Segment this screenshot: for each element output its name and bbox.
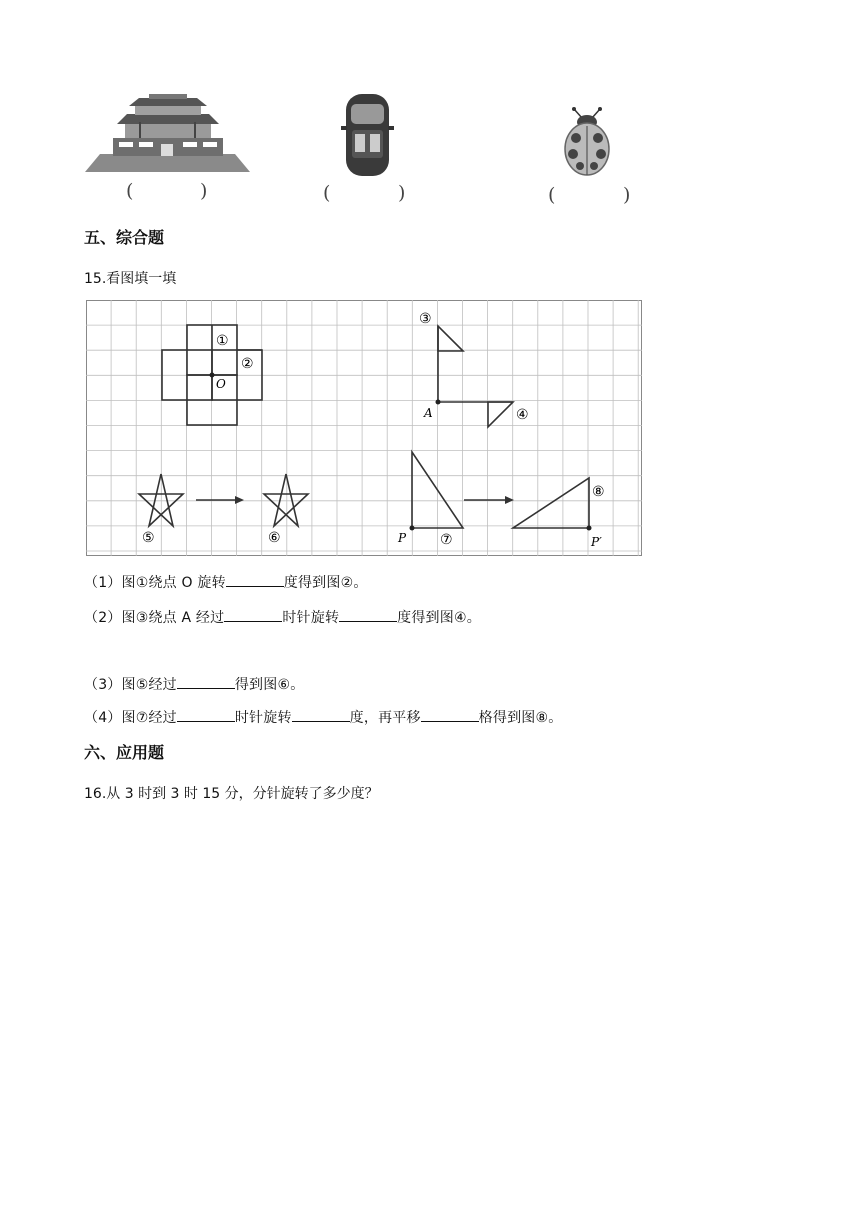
label-circle-8: ⑧ [592,484,605,500]
label-P-prime: P′ [591,535,602,549]
image-ladybug [562,104,612,182]
question-15-title: 15.看图填一填 [84,271,177,287]
label-circle-6: ⑥ [268,530,281,546]
label-circle-7: ⑦ [440,532,453,548]
label-P: P [398,531,407,545]
sub-question-1: （1）图①绕点 O 旋转 度得到图②。 [84,572,368,592]
grid-figure [86,300,642,556]
question-16-title: 16.从 3 时到 3 时 15 分，分针旋转了多少度？ [84,786,379,802]
label-circle-1: ① [216,333,229,349]
answer-blank[interactable] [339,607,397,622]
paren-right-2: ) [398,182,406,204]
label-circle-4: ④ [516,407,529,423]
paren-right-1: ) [200,180,208,202]
paren-left-2: ( [323,182,331,204]
image-tiananmen [85,82,250,177]
paren-left-1: ( [126,180,134,202]
paren-right-3: ) [623,184,631,206]
answer-blank[interactable] [177,707,235,722]
paren-left-3: ( [548,184,556,206]
section-title-6: 六、应用题 [84,743,165,762]
sub-question-2: （2）图③绕点 A 经过 时针旋转 度得到图④。 [84,607,481,627]
label-circle-2: ② [241,356,254,372]
label-circle-5: ⑤ [142,530,155,546]
answer-blank[interactable] [421,707,479,722]
sub-question-4: （4）图⑦经过 时针旋转 度，再平移 格得到图⑧。 [84,707,562,727]
answer-blank[interactable] [224,607,282,622]
label-O: O [216,377,226,391]
sub-question-3: （3）图⑤经过 得到图⑥。 [84,674,304,694]
label-A: A [424,406,433,420]
answer-blank[interactable] [226,572,284,587]
answer-blank[interactable] [292,707,350,722]
image-car [340,90,395,180]
answer-blank[interactable] [177,674,235,689]
section-title-5: 五、综合题 [84,228,165,247]
label-circle-3: ③ [419,311,432,327]
